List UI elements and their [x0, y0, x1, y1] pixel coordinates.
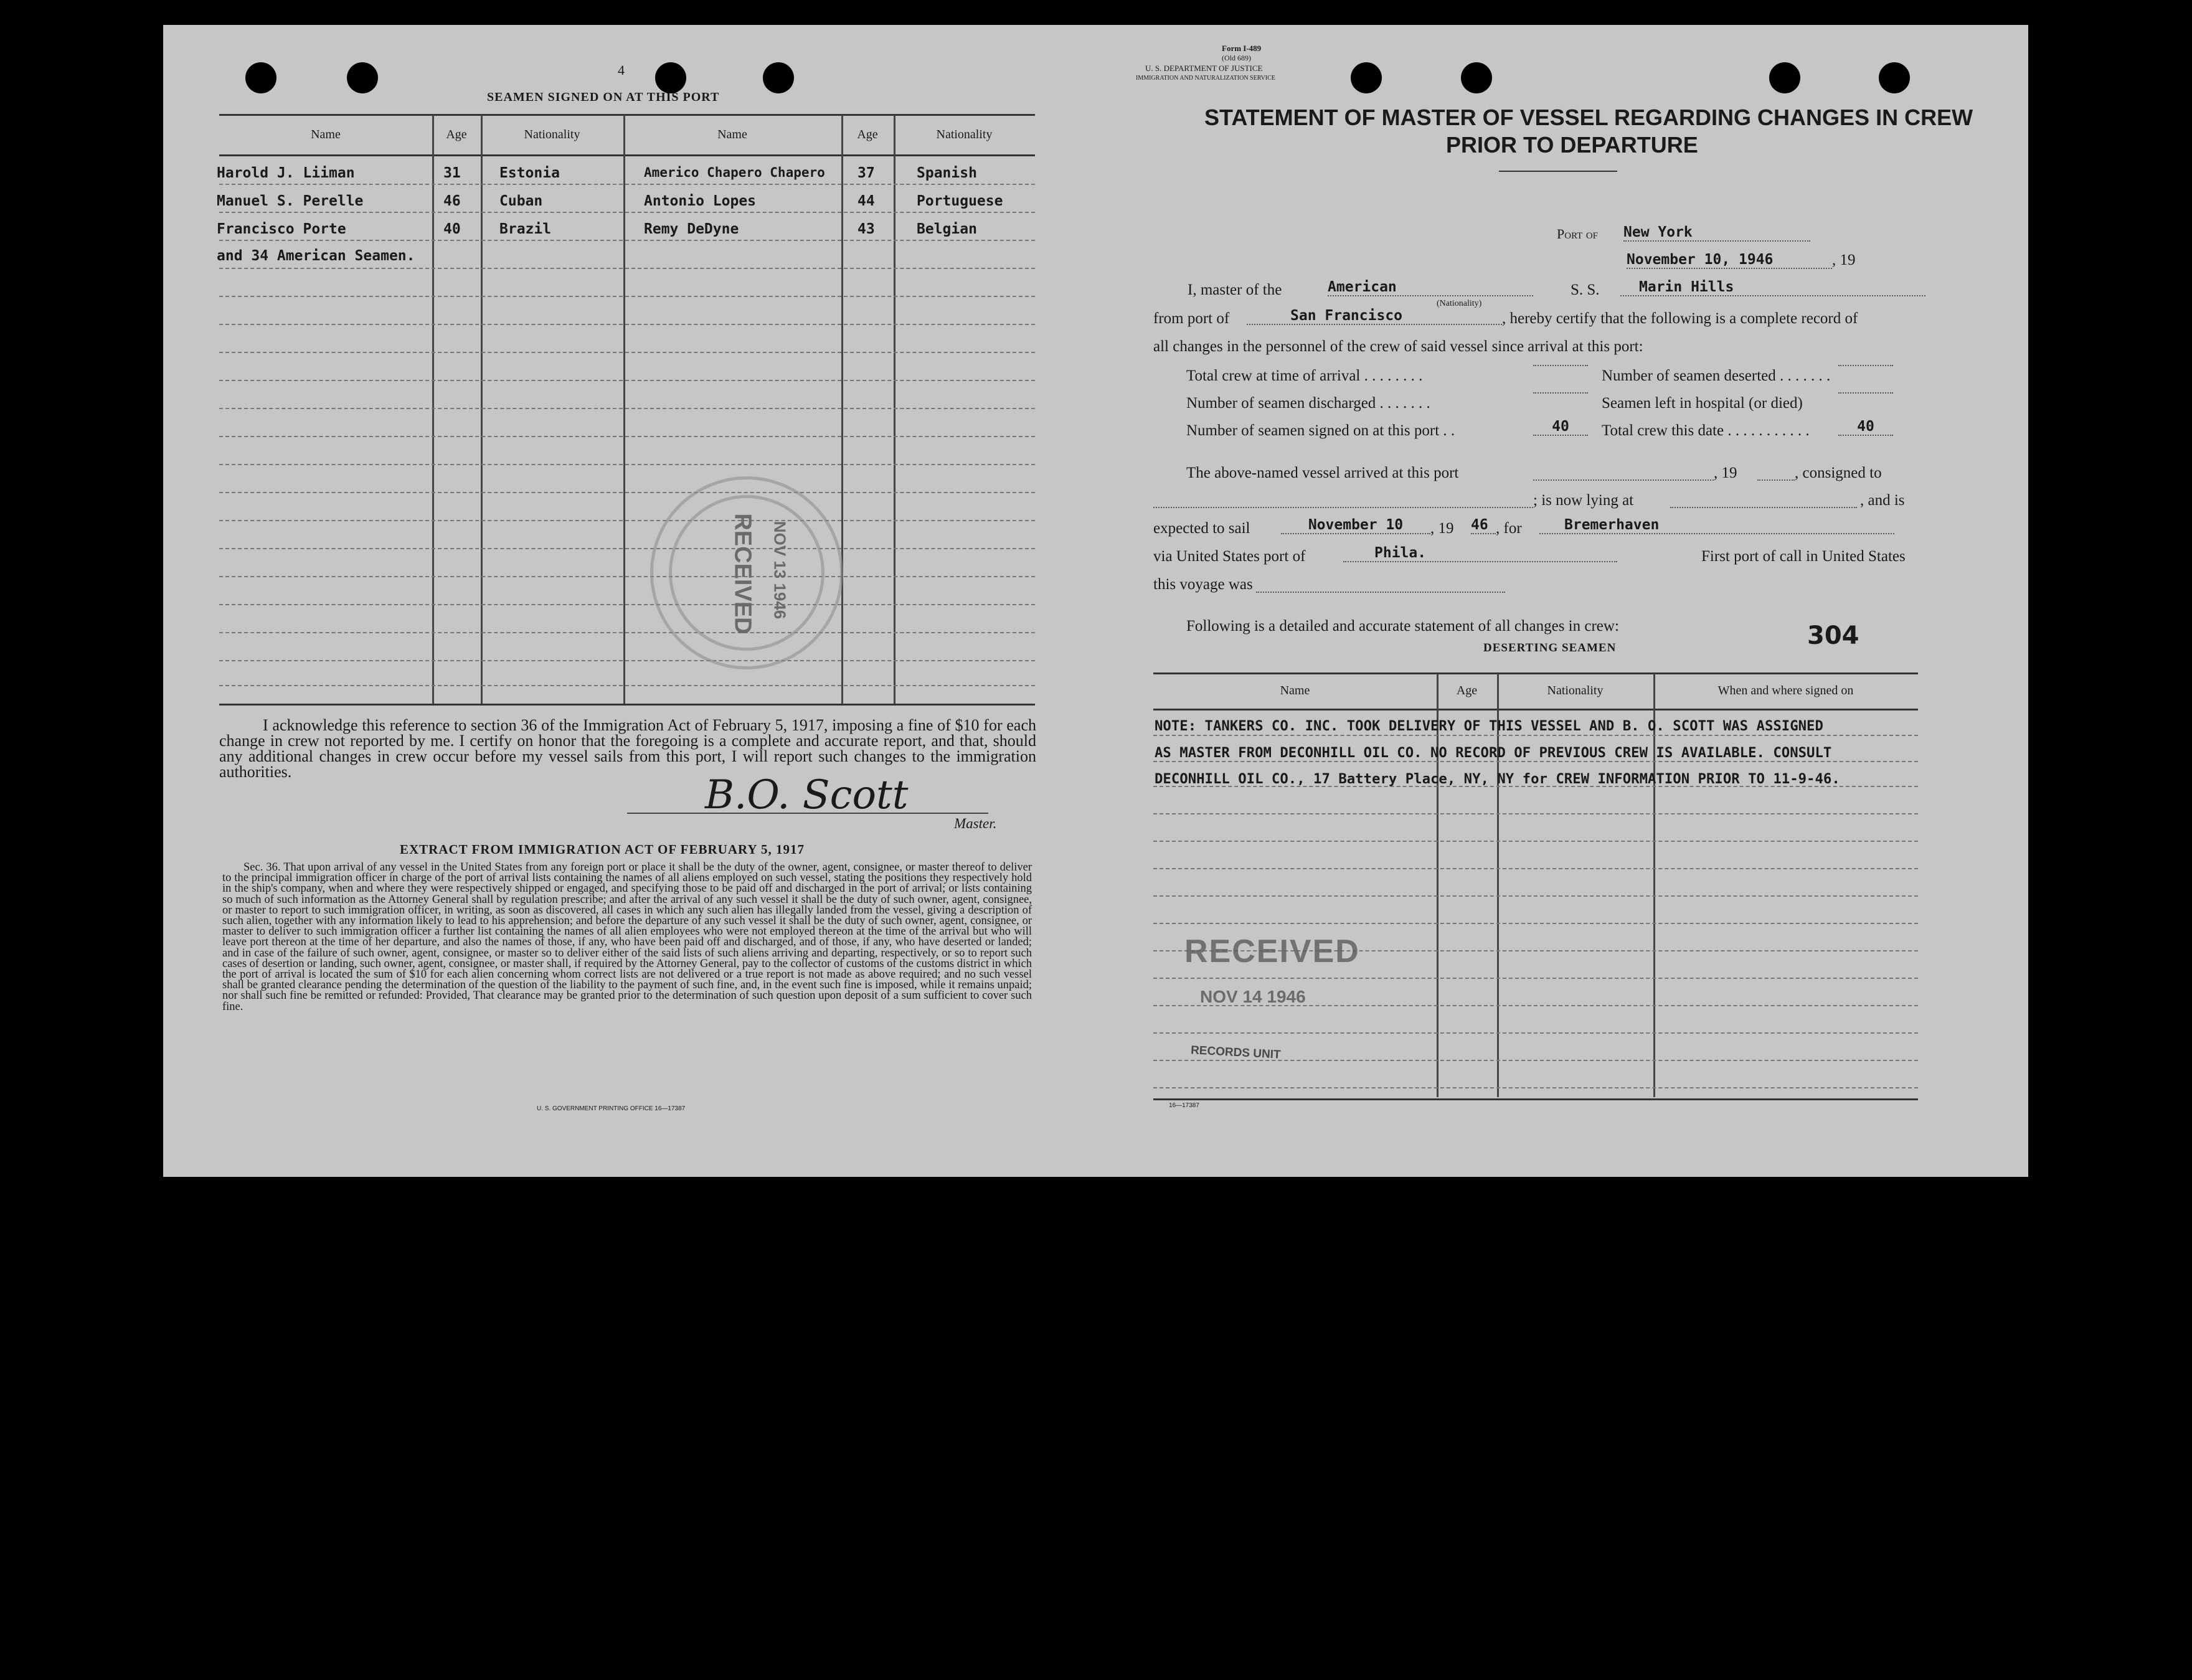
lying-text: ; is now lying at — [1533, 492, 1634, 509]
first-port-text: First port of call in United States — [1701, 548, 1906, 565]
column-divider — [432, 115, 434, 704]
master-of-label: I, master of the — [1188, 281, 1282, 298]
table-top-rule — [219, 114, 1035, 116]
ss-label: S. S. — [1571, 281, 1600, 298]
port-label: Port of — [1557, 226, 1599, 242]
voyage-field — [1256, 592, 1505, 593]
voyage-label: this voyage was — [1153, 576, 1253, 593]
extract-title: EXTRACT FROM IMMIGRATION ACT OF FEBRUARY 5, 1917 — [400, 842, 805, 857]
punch-hole — [245, 62, 276, 93]
sail-year-field: 46 — [1471, 517, 1496, 534]
column-header-name: Name — [717, 128, 747, 141]
punch-hole — [1461, 62, 1492, 93]
column-divider — [1653, 674, 1655, 1097]
department: U. S. DEPARTMENT OF JUSTICE — [1145, 64, 1263, 73]
seaman-nationality: Spanish — [917, 165, 977, 181]
destination-field: Bremerhaven — [1539, 517, 1894, 534]
stat-label-hospital: Seamen left in hospital (or died) — [1602, 395, 1803, 412]
note-line: DECONHILL OIL CO., 17 Battery Place, NY, NY for CREW INFORMATION PRIOR TO 11-9-46. — [1155, 771, 1840, 787]
seaman-name: Americo Chapero Chapero — [644, 165, 825, 180]
from-port-field: San Francisco — [1247, 308, 1502, 325]
section-title: SEAMEN SIGNED ON AT THIS PORT — [487, 90, 720, 104]
seaman-name: Francisco Porte — [217, 221, 346, 237]
deserting-table-header-rule — [1153, 709, 1918, 710]
stat-value-deserted — [1838, 365, 1893, 366]
column-divider — [1497, 674, 1499, 1097]
acknowledgment-text: I acknowledge this reference to section 36 of the Immigration Act of February 5, 1917, imposing a fine of $10 for each change in crew not reported by me. I certify on honor that the foregoing is a complete and accurate report, and that, should any additional changes in crew occur before my vessel sails from this port, I will report such changes to the immigration authorities. — [219, 716, 1036, 781]
form-old-number: (Old 689) — [1222, 54, 1251, 62]
stat-value-discharged — [1533, 392, 1588, 394]
seaman-age: 40 — [443, 221, 461, 237]
table-header-rule — [219, 154, 1035, 156]
deserting-header-name: Name — [1280, 684, 1310, 697]
vessel-name-field: Marin Hills — [1620, 279, 1925, 296]
deserting-title: DESERTING SEAMEN — [1483, 641, 1617, 654]
column-divider — [841, 115, 843, 704]
stat-label-total: Total crew this date . . . . . . . . . . . — [1602, 422, 1810, 439]
seaman-name: and 34 American Seamen. — [217, 248, 415, 264]
arrived-date-field — [1533, 479, 1714, 481]
seaman-age: 37 — [857, 165, 875, 181]
extract-text: Sec. 36. That upon arrival of any vessel in the United States from any foreign port or place it shall be the duty of the owner, agent, consignee, or master thereof to deliver to the principal immigration officer in charge of the port of arrival lists containing the names of all aliens employed on such vessel, stating the positions they respectively hold in the ship's company, when and where they were respectively shipped or engaged, and specifying those to be paid off and discharged in the port of arrival; or lists containing so much of such information as the Attorney General shall by regulation prescribe; and after the arrival of any such vessel it shall be the duty of such owner, agent, consignee, or master to report to such immigration officer, in writing, as soon as discovered, all cases in which any such alien has illegally landed from the vessel, giving a description of such alien, together with any information likely to lead to his apprehension; and before the departure of any such vessel it shall be the duty of such owner, agent, consignee, or master to deliver to such immigration officer a further list containing the names of all alien employees who were not employed thereon at the time of the arrival but who will leave port thereon at the time of her departure, and also the names of those, if any, who have been paid off and discharged, and of those, if any, who have deserted or landed; and in case of the failure of such owner, agent, consignee, or master so to deliver either of the said lists of such aliens arriving and departing, respectively, or so to report such cases of desertion or landing, such owner, agent, consignee, or master shall, if required by the Attorney General, pay to the collector of customs of the customs district in which the port of arrival is located the sum of $10 for each alien concerning whom correct lists are not delivered or a true report is not made as above required; and no such vessel shall be granted clearance pending the determination of the question of the liability to the payment of such fine, and, in the event such fine is imposed, while it remains unpaid; nor shall such fine be remitted or refunded: Provided, That clearance may be granted prior to the determination of such question upon deposit of a sum sufficient to cover such fine. — [222, 861, 1032, 1013]
seaman-nationality: Belgian — [917, 221, 977, 237]
column-header-name: Name — [311, 128, 341, 141]
arrived-year-field — [1757, 479, 1795, 481]
column-divider — [481, 115, 483, 704]
master-signature: B.O. Scott — [705, 772, 909, 818]
seaman-name: Antonio Lopes — [644, 193, 757, 209]
service: IMMIGRATION AND NATURALIZATION SERVICE — [1136, 75, 1275, 82]
note-line: AS MASTER FROM DECONHILL OIL CO. NO RECORD OF PREVIOUS CREW IS AVAILABLE. CONSULT — [1155, 745, 1832, 761]
arrived-year: , 19 — [1714, 465, 1737, 481]
nationality-field: American — [1328, 279, 1533, 296]
seaman-nationality: Estonia — [499, 165, 560, 181]
date-year-suffix: , 19 — [1832, 252, 1856, 268]
seaman-age: 46 — [443, 193, 461, 209]
port-field: New York — [1623, 224, 1810, 242]
consigned-text: , consigned to — [1795, 465, 1882, 481]
seaman-nationality: Portuguese — [917, 193, 1003, 209]
deserting-table-bottom-rule — [1153, 1098, 1918, 1100]
column-divider — [623, 115, 625, 704]
page-number: 4 — [618, 62, 625, 78]
table-bottom-rule — [219, 704, 1035, 706]
and-is-text: , and is — [1860, 492, 1905, 509]
lying-at-field — [1670, 507, 1857, 508]
via-label: via United States port of — [1153, 548, 1306, 565]
stat-value-total: 40 — [1838, 418, 1893, 436]
certify-text-2: all changes in the personnel of the crew of said vessel since arrival at this port: — [1153, 338, 1643, 355]
seaman-age: 31 — [443, 165, 461, 181]
deserting-table-top-rule — [1153, 672, 1918, 674]
footer-code: 16—17387 — [1169, 1102, 1199, 1109]
seaman-nationality: Cuban — [499, 193, 543, 209]
stat-value-signed-on: 40 — [1533, 418, 1588, 436]
punch-hole — [1879, 62, 1910, 93]
column-divider — [894, 115, 895, 704]
seaman-nationality: Brazil — [499, 221, 552, 237]
records-unit-stamp: RECORDS UNIT — [1190, 1044, 1282, 1062]
seaman-name: Remy DeDyne — [644, 221, 739, 237]
column-divider — [1437, 674, 1438, 1097]
seaman-name: Manuel S. Perelle — [217, 193, 364, 209]
seaman-age: 44 — [857, 193, 875, 209]
sail-year-prefix: , 19 — [1430, 520, 1454, 537]
column-header-age: Age — [857, 128, 878, 141]
punch-hole — [655, 62, 686, 93]
document-sheet — [163, 25, 2028, 1177]
sail-date-field: November 10 — [1281, 517, 1430, 534]
certify-text-1: , hereby certify that the following is a complete record of — [1502, 310, 1858, 327]
stat-label-arrival: Total crew at time of arrival . . . . . . . . — [1186, 367, 1423, 384]
consignee-field — [1153, 507, 1533, 508]
punch-hole — [1769, 62, 1800, 93]
punch-hole — [763, 62, 794, 93]
master-label: Master. — [954, 816, 997, 831]
sail-label: expected to sail — [1153, 520, 1250, 537]
punch-hole — [347, 62, 378, 93]
date-field: November 10, 1946 — [1627, 252, 1832, 269]
punch-hole — [1351, 62, 1382, 93]
column-header-age: Age — [446, 128, 467, 141]
stat-value-hospital — [1838, 392, 1893, 394]
file-number: 304 — [1807, 621, 1859, 650]
seaman-age: 43 — [857, 221, 875, 237]
nationality-caption: (Nationality) — [1437, 299, 1482, 308]
stat-label-signed-on: Number of seamen signed on at this port . . — [1186, 422, 1455, 439]
from-port-label: from port of — [1153, 310, 1230, 327]
deserting-header-signed-on: When and where signed on — [1717, 684, 1854, 697]
received-stamp-text: RECEIVED — [1184, 933, 1360, 970]
form-number: Form I-489 — [1222, 44, 1262, 53]
deserting-header-nationality: Nationality — [1547, 684, 1604, 697]
printing-office: U. S. GOVERNMENT PRINTING OFFICE 16—17387 — [537, 1105, 686, 1112]
following-text: Following is a detailed and accurate statement of all changes in crew: — [1186, 618, 1619, 635]
form-title-line2: PRIOR TO DEPARTURE — [1446, 132, 1698, 158]
note-line: NOTE: TANKERS CO. INC. TOOK DELIVERY OF THIS VESSEL AND B. O. SCOTT WAS ASSIGNED — [1155, 718, 1823, 734]
stamp-date-text: NOV 13 1946 — [770, 521, 790, 620]
received-stamp-date: NOV 14 1946 — [1200, 987, 1306, 1006]
title-underline — [1499, 171, 1617, 172]
form-title-line1: STATEMENT OF MASTER OF VESSEL REGARDING CHANGES IN CREW — [1204, 105, 1973, 130]
stat-label-deserted: Number of seamen deserted . . . . . . . — [1602, 367, 1831, 384]
deserting-header-age: Age — [1456, 684, 1478, 697]
column-header-nationality: Nationality — [936, 128, 993, 141]
for-label: , for — [1496, 520, 1522, 537]
signature-line — [627, 813, 988, 814]
stamp-received-text: RECEIVED — [729, 513, 756, 635]
seaman-name: Harold J. Liiman — [217, 165, 355, 181]
stat-label-discharged: Number of seamen discharged . . . . . . . — [1186, 395, 1430, 412]
arrived-text: The above-named vessel arrived at this port — [1186, 465, 1459, 481]
via-port-field: Phila. — [1343, 545, 1617, 562]
column-header-nationality: Nationality — [524, 128, 580, 141]
stat-value-arrival — [1533, 365, 1588, 366]
